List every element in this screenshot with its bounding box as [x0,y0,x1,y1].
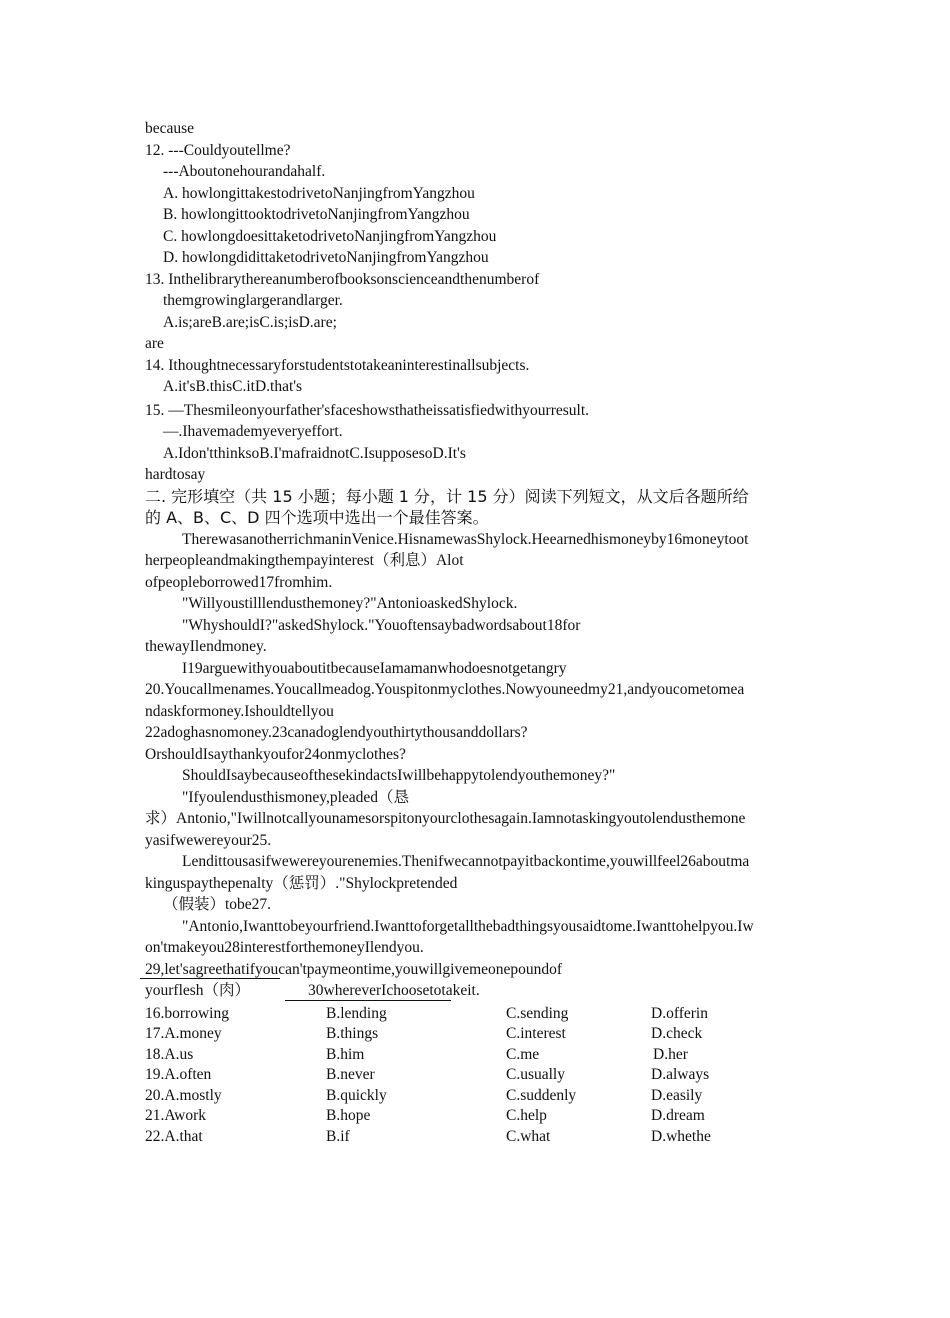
options-row [145,1106,825,1127]
options-row [145,1004,825,1025]
question-12: 12. ---Couldyoutellme? [145,141,291,159]
section-instructions: 的 A、B、C、D 四个选项中选出一个最佳答案。 [145,508,489,527]
option-cell: C.sending [506,1004,569,1022]
passage-line: herpeopleandmakingthempayinterest（利息）Alot [145,552,464,569]
passage-line: "Ifyoulendusthismoney,pleaded（恳 [182,788,410,806]
option-cell: 21.Awork [145,1107,207,1124]
passage-line: kinguspaythepenalty（惩罚）."Shylockpretended [145,874,458,892]
options-table [145,1004,825,1148]
passage-line: I19arguewithyouaboutitbecauseIamamanwhodoesnotgetangry [182,659,567,677]
option-cell: B.him [326,1045,365,1063]
option-cell: D.dream [651,1107,705,1124]
passage-line: 29,let'sagreethatifyoucan'tpaymeontime,youwillgivemeonepoundof [145,960,563,978]
question-15-reply: —.Ihavemademyeveryeffort. [163,423,343,440]
option-cell: 20.A.mostly [145,1086,222,1104]
option-cell: B.quickly [326,1086,387,1104]
option-cell: C.interest [506,1025,566,1042]
option-d: D. howlongdidittaketodrivetoNanjingfromYangzhou [163,249,489,266]
section-heading: 二. 完形填空（共 15 小题；每小题 1 分，计 15 分）阅读下列短文，从文后各题所给 [145,486,749,506]
options-row [145,1065,825,1086]
option-cell: 18.A.us [145,1045,194,1063]
question-15: 15. —Thesmileonyourfather'sfaceshowsthatheissatisfiedwithyourresult. [145,401,590,419]
option-cell: 22.A.that [145,1127,203,1145]
answer-line: ---Aboutonehourandahalf. [163,163,326,180]
passage-line: 22adoghasnomoney.23canadoglendyouthirtythousanddollars? [145,724,528,741]
option-cell: B.lending [326,1004,387,1022]
option-cell: C.me [506,1045,540,1063]
text-line: are [145,335,164,352]
passage-line: TherewasanotherrichmaninVenice.HisnamewasShylock.Heearnedhismoneyby16moneytoot [182,530,749,548]
option-b: B. howlongittooktodrivetoNanjingfromYangzhou [163,206,470,223]
options-row [145,1024,825,1045]
passage-line: Lendittousasifwewereyourenemies.Thenifwecannotpayitbackontime,youwillfeel26aboutma [182,853,750,870]
passage-fragment: yourflesh（肉） [145,982,251,999]
text-line: hardtosay [145,466,206,483]
passage-line: ofpeopleborrowed17fromhim. [145,573,333,591]
option-cell: D.easily [651,1086,703,1104]
option-cell: C.suddenly [506,1086,577,1104]
passage-line: yasifwewereyour25. [145,831,272,849]
underline-rule [140,978,280,979]
option-cell: D.whethe [651,1127,711,1145]
option-cell: C.help [506,1107,547,1124]
passage-line: thewayIlendmoney. [145,638,267,655]
passage-line: ndaskformoney.Ishouldtellyou [145,702,334,720]
question-13-cont: themgrowinglargerandlarger. [163,292,343,309]
passage-line: ShouldIsaybecauseofthesekindactsIwillbehappytolendyouthemoney?" [182,767,616,784]
document-page [145,118,825,1147]
option-cell: 19.A.often [145,1066,212,1083]
option-cell: D.always [651,1066,710,1083]
passage-line: （假装）tobe27. [163,896,272,913]
option-cell: D.her [653,1045,688,1063]
question-14: 14. Ithoughtnecessaryforstudentstotakeaninterestinallsubjects. [145,356,530,374]
text-line: because [145,120,195,137]
passage-line: "Willyoustilllendusthemoney?"AntonioaskedShylock. [182,595,518,612]
passage-line: on'tmakeyou28interestforthemoneyIlendyou. [145,939,424,956]
option-a: A. howlongittakestodrivetoNanjingfromYangzhou [163,184,475,202]
option-cell: C.what [506,1127,551,1145]
passage-line: 20.Youcallmenames.Youcallmeadog.Youspitonmyclothes.Nowyouneedmy21,andyoucometomea [145,681,745,698]
question-14-options: A.it'sB.thisC.itD.that's [163,378,303,395]
option-cell: B.never [326,1066,375,1083]
option-cell: C.usually [506,1066,565,1083]
options-row [145,1127,825,1148]
question-15-options: A.Idon'tthinksoB.I'mafraidnotC.IsupposesoD.It's [163,444,466,462]
option-c: C. howlongdoesittaketodrivetoNanjingfromYangzhou [163,227,497,245]
option-cell: B.if [326,1127,350,1145]
option-cell: 16.borrowing [145,1004,229,1022]
question-13: 13. Inthelibrarythereanumberofbooksonscienceandthenumberof [145,270,540,288]
option-cell: D.check [651,1025,703,1042]
underline-rule [285,1000,451,1001]
option-cell: D.offerin [651,1004,708,1022]
passage-line: "WhyshouldI?"askedShylock."Youoftensaybadwordsabout18for [182,616,581,634]
option-cell: 17.A.money [145,1025,222,1042]
passage-line: "Antonio,Iwanttobeyourfriend.Iwanttoforgetallthebadthingsyousaidtome.Iwanttohelpyou.Iw [182,917,754,935]
options-row [145,1086,825,1107]
passage-line: OrshouldIsaythankyoufor24onmyclothes? [145,745,406,763]
options-row [145,1045,825,1066]
passage-line: 求）Antonio,"Iwillnotcallyounamesorspitonyourclothesagain.Iamnotaskingyoutolendusthemone [145,810,746,827]
option-cell: B.things [326,1025,379,1042]
passage-fragment: 30whereverIchoosetotakeit. [308,982,480,999]
question-13-options: A.is;areB.are;isC.is;isD.are; [163,313,337,331]
option-cell: B.hope [326,1107,371,1124]
passage-line [145,980,825,1002]
